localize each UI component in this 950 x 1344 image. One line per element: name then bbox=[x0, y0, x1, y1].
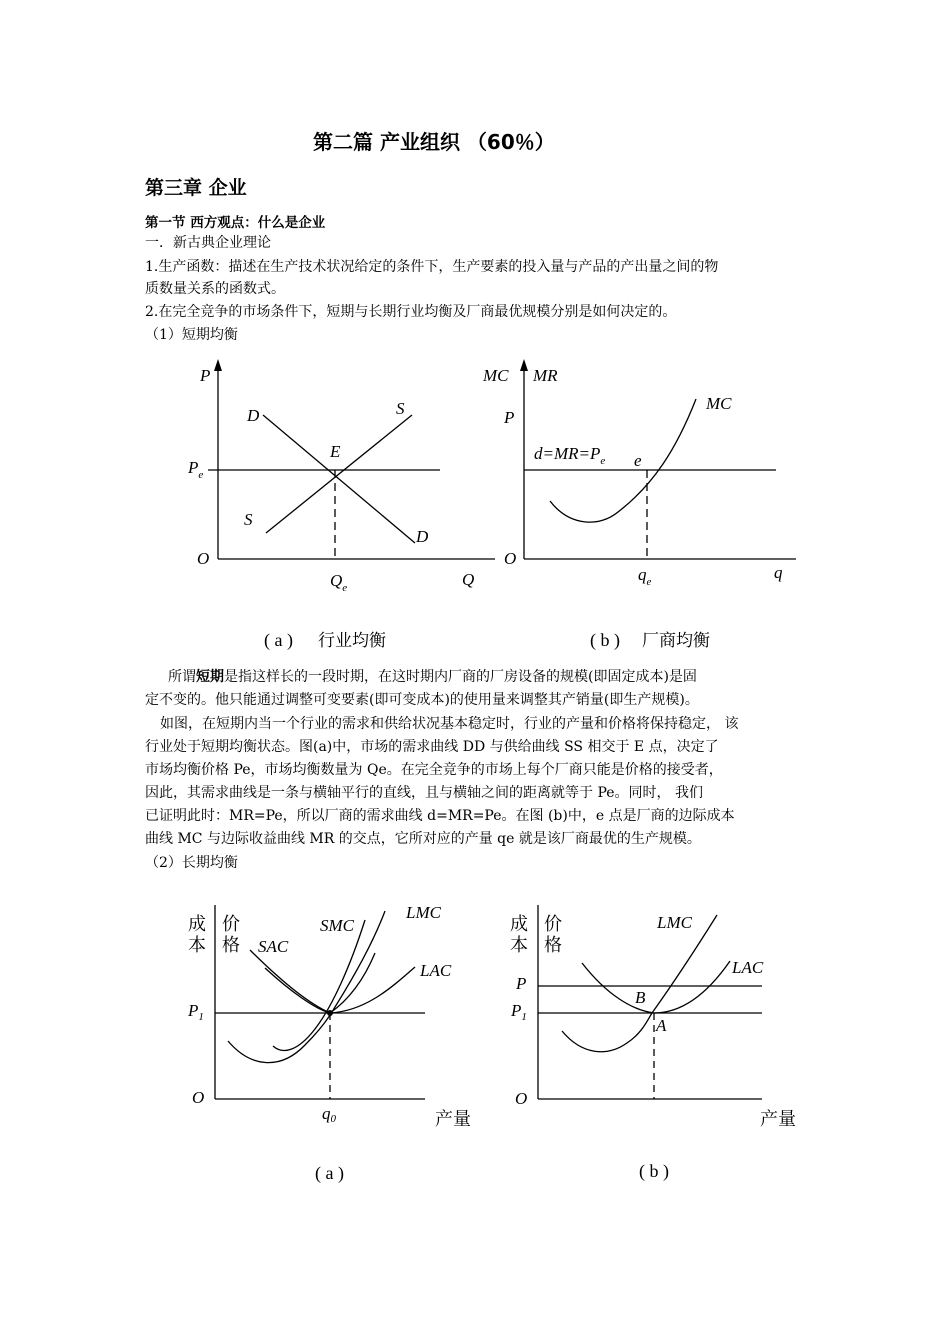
long-run-firm-figure bbox=[502, 895, 812, 1195]
figure-caption: ( a ) bbox=[315, 1163, 344, 1183]
figure-caption-text: 厂商均衡 bbox=[642, 631, 710, 651]
x-axis-label: Q bbox=[462, 570, 475, 589]
y-label-price-2: 格 bbox=[544, 935, 562, 956]
subsection-heading: （2）长期均衡 bbox=[145, 855, 238, 871]
origin-label: O bbox=[192, 1088, 205, 1107]
section-heading: 第一节 西方观点：什么是企业 bbox=[145, 215, 326, 231]
supply-top-label: S bbox=[396, 399, 405, 418]
y-axis-label-mr: MR bbox=[533, 366, 558, 385]
demand-top-label: D bbox=[247, 406, 260, 425]
paragraph-line: 如图，在短期内当一个行业的需求和供给状况基本稳定时，行业的产量和价格将保持稳定， 该 bbox=[160, 716, 739, 732]
x-axis-label: 产量 bbox=[760, 1109, 796, 1130]
chapter-heading: 第三章 企业 bbox=[145, 177, 247, 199]
long-run-industry-figure bbox=[180, 895, 490, 1195]
y-axis-label: P bbox=[200, 366, 211, 385]
supply-curve bbox=[266, 415, 412, 533]
lac-label: LAC bbox=[732, 958, 764, 977]
origin-label: O bbox=[504, 549, 517, 568]
equilibrium-point bbox=[327, 1010, 333, 1016]
lmc-label: LMC bbox=[406, 903, 441, 922]
p-label: P bbox=[516, 974, 527, 993]
qe-label: $q_e$ bbox=[638, 565, 652, 588]
y-label-price-1: 价 bbox=[222, 914, 240, 935]
mc-label: MC bbox=[706, 394, 732, 413]
paragraph-line: 因此，其需求曲线是一条与横轴平行的直线，且与横轴之间的距离就等于 Pe。同时， 我们 bbox=[145, 785, 703, 801]
figure-caption-label: ( b ) bbox=[590, 630, 620, 650]
y-label-cost-2: 本 bbox=[510, 935, 528, 956]
paragraph-line: 1.生产函数：描述在生产技术状况给定的条件下，生产要素的投入量与产品的产出量之间的物 bbox=[145, 259, 719, 275]
lac-curve bbox=[250, 950, 415, 1013]
y-label-price-1: 价 bbox=[544, 914, 562, 935]
lmc-curve bbox=[228, 911, 385, 1063]
y-label-cost-1: 成 bbox=[188, 914, 206, 935]
paragraph-line: （1）短期均衡 bbox=[145, 327, 238, 343]
pe-label: $P_e$ bbox=[188, 458, 204, 481]
firm-equilibrium-figure bbox=[478, 355, 808, 665]
demand-label: $d=MR=P_e$ bbox=[534, 444, 606, 467]
y-axis-arrow bbox=[214, 359, 222, 371]
q0-label: q0 bbox=[322, 1104, 336, 1125]
supply-bottom-label: S bbox=[244, 510, 253, 529]
industry-equilibrium-figure bbox=[170, 355, 500, 665]
subsection-heading: 一．新古典企业理论 bbox=[145, 235, 271, 251]
smc-label: SMC bbox=[320, 916, 354, 935]
origin-label: O bbox=[197, 549, 210, 568]
figure-caption-label: ( a ) bbox=[264, 630, 293, 650]
p-label: P bbox=[504, 408, 515, 427]
demand-bottom-label: D bbox=[416, 527, 429, 546]
figure-caption-text: 行业均衡 bbox=[318, 631, 386, 651]
paragraph-line: 质数量关系的函数式。 bbox=[145, 281, 285, 297]
origin-label: O bbox=[515, 1089, 528, 1108]
point-b-label: B bbox=[635, 988, 646, 1007]
lmc-label: LMC bbox=[657, 913, 692, 932]
paragraph-line: 定不变的。他只能通过调整可变要素(即可变成本)的使用量来调整其产销量(即生产规模)。 bbox=[145, 692, 699, 708]
paragraph-line: 所谓短期是指这样长的一段时期，在这时期内厂商的厂房设备的规模(即固定成本)是固 bbox=[168, 669, 697, 685]
sac-curve bbox=[265, 953, 375, 1013]
page-title: 第二篇 产业组织 （60％） bbox=[313, 130, 555, 154]
qe-label: $Q_e$ bbox=[330, 571, 348, 594]
y-label-price-2: 格 bbox=[222, 935, 240, 956]
y-label-cost-1: 成 bbox=[510, 914, 528, 935]
lac-label: LAC bbox=[420, 961, 452, 980]
figure-caption: ( b ) bbox=[639, 1161, 669, 1181]
paragraph-line: 2.在完全竞争的市场条件下，短期与长期行业均衡及厂商最优规模分别是如何决定的。 bbox=[145, 304, 677, 320]
lmc-curve bbox=[562, 915, 717, 1052]
p1-label: $P_1$ bbox=[511, 1001, 527, 1023]
x-axis-label: 产量 bbox=[435, 1109, 471, 1130]
p1-label: $P_1$ bbox=[188, 1001, 204, 1023]
equilibrium-point-label: e bbox=[634, 451, 642, 470]
bold-term: 短期 bbox=[196, 669, 224, 685]
lac-curve bbox=[582, 961, 730, 1013]
x-axis-label: q bbox=[774, 563, 783, 582]
paragraph-line: 已证明此时：MR=Pe，所以厂商的需求曲线 d=MR=Pe。在图 (b)中，e 点是厂商的边际成本 bbox=[145, 808, 735, 824]
equilibrium-point-label: E bbox=[330, 442, 341, 461]
y-axis-arrow bbox=[520, 359, 528, 371]
demand-curve bbox=[263, 415, 415, 543]
paragraph-line: 行业处于短期均衡状态。图(a)中，市场的需求曲线 DD 与供给曲线 SS 相交于 E 点，决定了 bbox=[145, 739, 719, 755]
y-axis-label-mc: MC bbox=[483, 366, 509, 385]
point-a-label: A bbox=[656, 1016, 667, 1035]
sac-label: SAC bbox=[258, 937, 289, 956]
paragraph-line: 曲线 MC 与边际收益曲线 MR 的交点，它所对应的产量 qe 就是该厂商最优的生产规模。 bbox=[145, 831, 701, 847]
y-label-cost-2: 本 bbox=[188, 935, 206, 956]
paragraph-line: 市场均衡价格 Pe，市场均衡数量为 Qe。在完全竞争的市场上每个厂商只能是价格的接受者， bbox=[145, 762, 723, 778]
